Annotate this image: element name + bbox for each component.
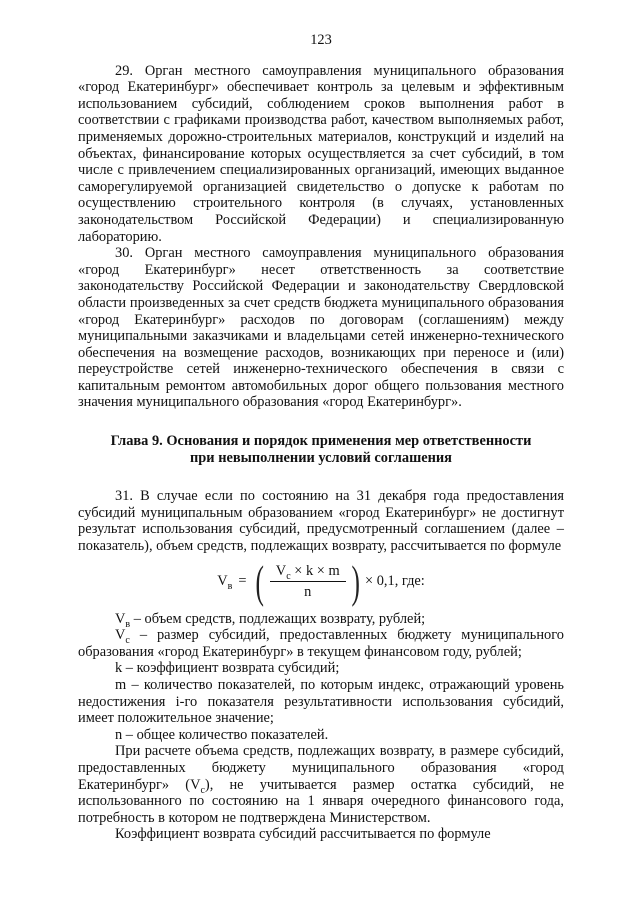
page-number: 123 <box>310 32 332 48</box>
formula-tail: × 0,1, где: <box>365 573 425 590</box>
paragraph-29: 29. Орган местного самоуправления муниципального образования «город Екатеринбург» обеспечивает контроль за целевым и эффективным использованием субсидий, соблюдением сроков выполнения работ в соответствии с графиками производства работ, качеством выполняемых работ, применяемых дорожно-строительных материалов, конструкций и изделий на объектах, финансирование которых осуществляется за счет субсидий, в том числе с привлечением специализированных организаций, имеющих выданное саморегулируемой организацией свидетельство о допуске к работам по осуществлению строительного контроля (в случаях, установленных законодательством Российской Федерации) и специализированную лабораторию. <box>78 62 564 245</box>
chapter-heading <box>78 433 564 466</box>
definition-vv: $V_в$ – объем средств, подлежащих возврату, рублей; <box>115 610 426 630</box>
formula-denominator: n <box>304 584 312 601</box>
formula-open-paren: ( <box>255 555 265 607</box>
paragraph-calculation-note: При расчете объема средств, подлежащих возврату, в размере субсидий, предоставленных бюджету муниципального образования «город Екатеринбург» $(V_с)$, не учитывается размер остатка субсидий, не использованного по состоянию на 1 января очередного финансового года, потребность в котором не подтверждена Министерством. <box>78 743 564 826</box>
formula-parenthesized <box>252 555 363 607</box>
definition-n: n – общее количество показателей. <box>115 726 329 743</box>
formula-fraction <box>270 563 346 601</box>
formula-equals: = <box>238 573 247 590</box>
formula-numerator: $V_с \times k \times m$ <box>270 563 346 583</box>
chapter-heading-line-1: Глава 9. Основания и порядок применения мер ответственности <box>110 433 532 450</box>
formula-close-paren: ) <box>351 555 360 607</box>
paragraph-30: 30. Орган местного самоуправления муниципального образования «город Екатеринбург» несет ответственность за соответствие законодательству Российской Федерации и законодательству Свердловской области произведенных за счет средств бюджета муниципального образования «город Екатеринбург» расходов по договорам (соглашениям) между муниципальными заказчиками и владельцами сетей инженерно-технического обеспечения на возмещение расходов, возникающих при переносе и (или) переустройстве сетей инженерно-технического обеспечения в связи с капитальным ремонтом автомобильных дорог общего пользования местного значения муниципального образования «город Екатеринбург». <box>78 245 564 411</box>
paragraph-31: 31. В случае если по состоянию на 31 декабря года предоставления субсидий муниципальным образованием «город Екатеринбург» не достигнут результат использования субсидий, предусмотренный соглашением (далее – показатель), объем средств, подлежащих возврату, рассчитывается по формуле <box>78 488 564 555</box>
chapter-heading-line-2: при невыполнении условий соглашения <box>190 449 452 466</box>
paragraph-coefficient-intro: Коэффициент возврата субсидий рассчитывается по формуле <box>115 826 491 843</box>
document-page <box>78 32 564 843</box>
return-amount-formula <box>78 555 564 607</box>
definition-vc: $V_с$ – размер субсидий, предоставленных бюджету муниципального образования «город Екатеринбург» в текущем финансовом году, рублей; <box>78 627 564 660</box>
formula-lhs: $V_в$ <box>217 573 233 593</box>
definition-m: m – количество показателей, по которым индекс, отражающий уровень недостижения i-го показателя результативности использования субсидий, имеет положительное значение; <box>78 677 564 727</box>
definition-k: k – коэффициент возврата субсидий; <box>115 660 340 677</box>
